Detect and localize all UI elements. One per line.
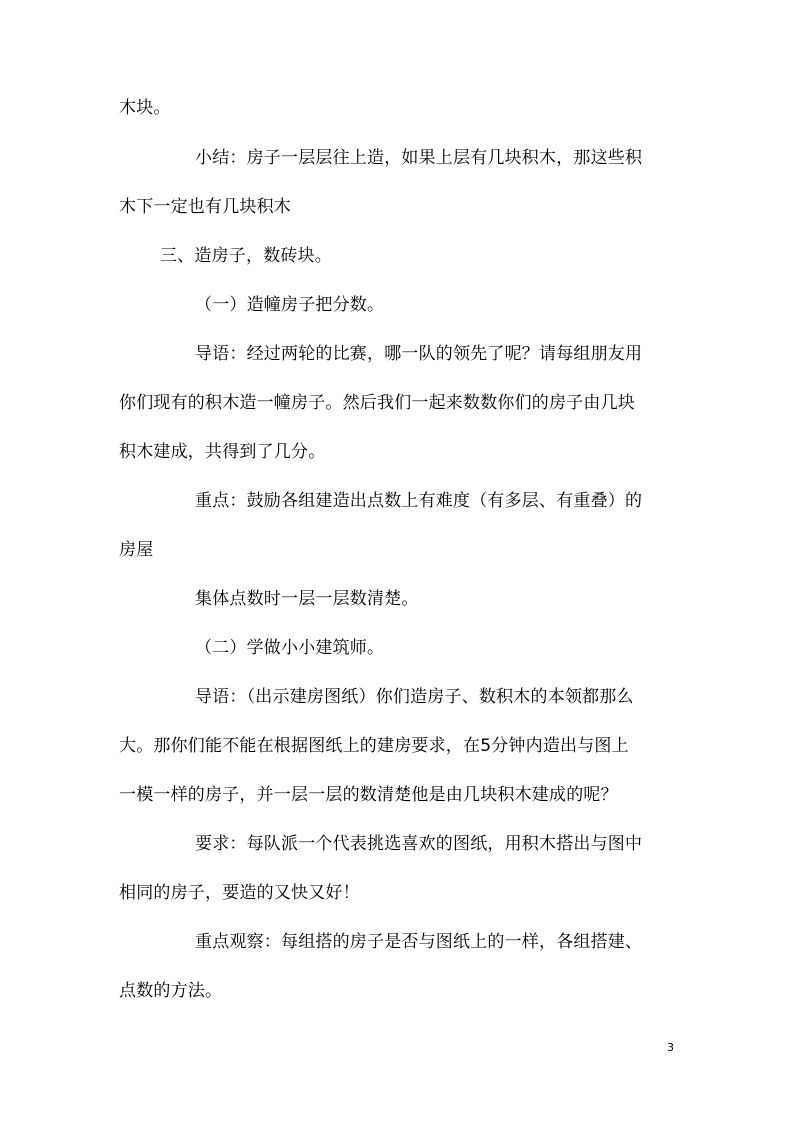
text-line: 小结：房子一层层往上造，如果上层有几块积木，那这些积 [195, 148, 643, 168]
text-line: 导语：经过两轮的比赛，哪一队的领先了呢？请每组朋友用 [195, 344, 643, 364]
text-line: 房屋 [119, 540, 154, 560]
text-line: 你们现有的积木造一幢房子。然后我们一起来数数你们的房子由几块 [119, 393, 635, 413]
subsection-heading: （一）造幢房子把分数。 [195, 295, 385, 315]
text-line: 重点：鼓励各组建造出点数上有难度（有多层、有重叠）的 [195, 491, 643, 511]
text-line: 木下一定也有几块积木 [119, 197, 291, 217]
section-heading: 三、造房子，数砖块。 [160, 246, 332, 266]
subsection-heading: （二）学做小小建筑师。 [195, 638, 385, 658]
text-line: 一模一样的房子，并一层一层的数清楚他是由几块积木建成的呢？ [119, 785, 618, 805]
text-line: 木块。 [119, 98, 171, 118]
text-line: 要求：每队派一个代表挑选喜欢的图纸，用积木搭出与图中 [195, 834, 643, 854]
text-line: 大。那你们能不能在根据图纸上的建房要求，在5分钟内造出与图上 [119, 736, 629, 756]
text-line: 集体点数时一层一层数清楚。 [195, 589, 419, 609]
text-line: 积木建成，共得到了几分。 [119, 442, 326, 462]
text-line: 重点观察：每组搭的房子是否与图纸上的一样，各组搭建、 [195, 932, 643, 952]
text-line: 导语：（出示建房图纸）你们造房子、数积木的本领都那么 [195, 687, 634, 707]
text-line: 相同的房子，要造的又快又好！ [119, 883, 360, 903]
page-number: 3 [667, 1041, 674, 1054]
text-line: 点数的方法。 [119, 981, 223, 1001]
